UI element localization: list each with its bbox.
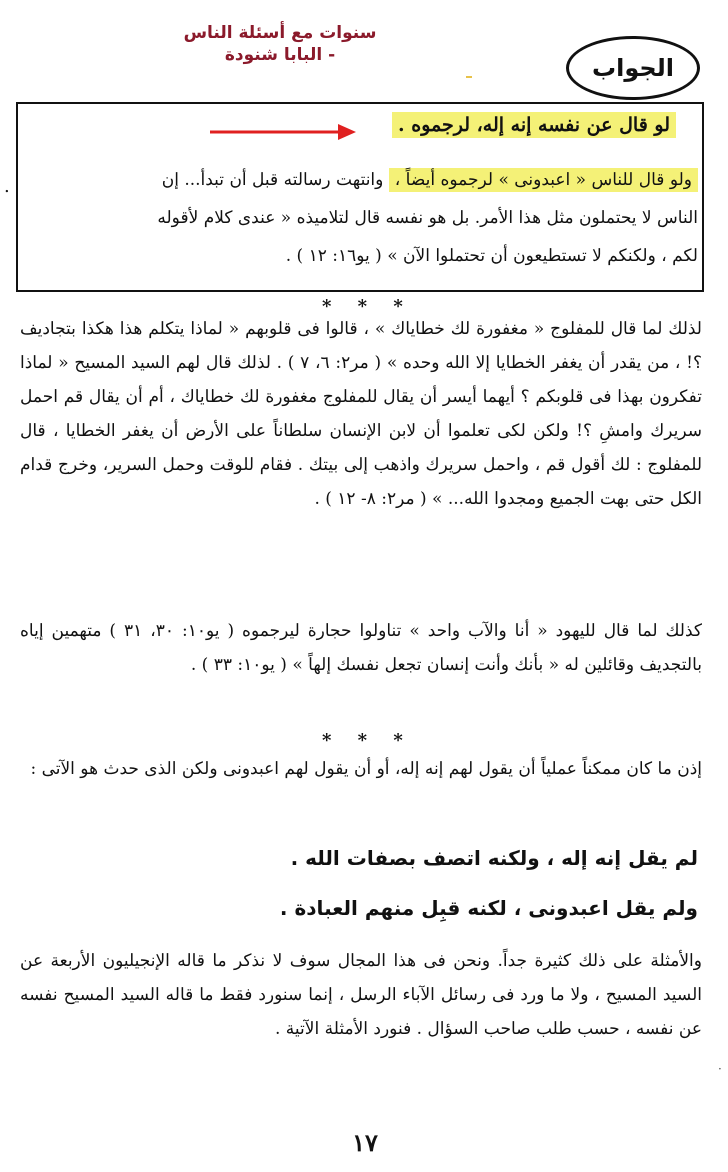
- section-divider-stars: * * *: [322, 296, 413, 317]
- author-name: - البابا شنودة: [224, 45, 336, 65]
- paragraph-3: إذن ما كان ممكناً عملياً أن يقول لهم إنه إله، أو أن يقول لهم اعبدونى ولكن الذى حدث هو الآتى :: [30, 759, 702, 779]
- page-number: ١٧: [352, 1128, 378, 1157]
- bold-statement-1: لم يقل إنه إله ، ولكنه اتصف بصفات الله .: [290, 846, 698, 870]
- answer-oval-label: [566, 36, 700, 100]
- paragraph-1: لذلك لما قال للمفلوج « مغفورة لك خطاياك » ، قالوا فى قلوبهم « لماذا يتكلم هذا هكذا بتجاديف ؟! ، من يقدر أن يغفر الخطايا إلا الله وحده » ( مر٢: ٦، ٧ ) . لذلك قال لهم السيد المسيح « لماذا تفكرون بهذا فى قلوبكم ؟ أيهما أيسر أن يقال للمفلوج مغفورة لك خطاياك ، أم أن يقال قم احمل سريرك وامشِ ؟! ولكن لكى تعلموا أن لابن الإنسان سلطاناً على الأرض أن يغفر الخطايا ، قال للمفلوج : لك أقول قم ، واحمل سريرك واذهب إلى بيتك . فقام للوقت وحمل السرير، وخرج قدام الكل حتى بهت الجميع ومجدوا الله... » ( مر٢: ٨- ١٢ ) .: [20, 319, 702, 509]
- header-title: [150, 22, 410, 66]
- box-line-4: لكم ، ولكنكم لا تستطيعون أن تحتملوا الآن » ( يو١٦: ١٢ ) .: [285, 246, 698, 266]
- box-line-3: الناس لا يحتملون مثل هذا الأمر. بل هو نفسه قال لتلاميذه « عندى كلام لأقوله: [157, 208, 698, 228]
- decorative-mark: [466, 76, 472, 78]
- margin-dot: .: [4, 176, 10, 197]
- section-divider-stars-2: * * *: [322, 730, 413, 751]
- margin-mark: ·: [718, 1062, 722, 1076]
- answer-label: الجواب: [592, 54, 674, 82]
- paragraph-4: والأمثلة على ذلك كثيرة جداً. ونحن فى هذا المجال سوف لا نذكر ما قاله الإنجيليون الأربعة عن السيد المسيح ، ولا ما ورد فى رسائل الآباء الرسل ، إنما سنورد فقط ما قاله السيد المسيح نفسه عن نفسه ، حسب طلب صاحب السؤال . فنورد الأمثلة الآتية .: [20, 951, 702, 1039]
- red-arrow-icon: [208, 120, 358, 144]
- box-line-2: ولو قال للناس « اعبدونى » لرجموه أيضاً ، وانتهت رسالته قبل أن تبدأ... إن: [162, 170, 698, 190]
- box-line-1: لو قال عن نفسه إنه إله، لرجموه .: [392, 114, 676, 136]
- paragraph-2: كذلك لما قال لليهود « أنا والآب واحد » تناولوا حجارة ليرجموه ( يو١٠: ٣٠، ٣١ ) متهمين إياه بالتجديف وقائلين له « بأنك وأنت إنسان تجعل نفسك إلهاً » ( يو١٠: ٣٣ ) .: [20, 621, 702, 675]
- book-title: سنوات مع أسئلة الناس: [183, 23, 377, 43]
- bold-statement-2: ولم يقل اعبدونى ، لكنه قبِل منهم العبادة .: [279, 896, 698, 920]
